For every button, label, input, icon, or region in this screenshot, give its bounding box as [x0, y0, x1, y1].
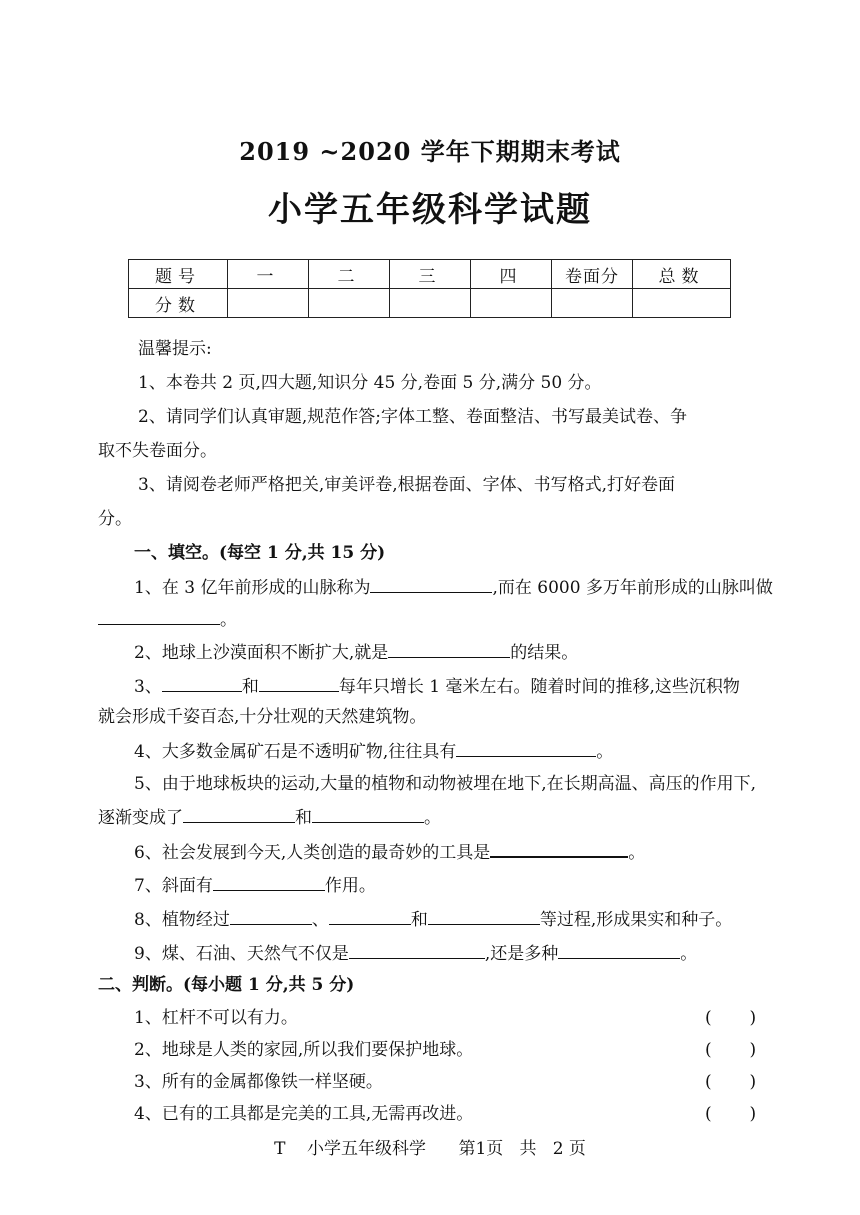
q3-text-b: 和: [241, 677, 259, 697]
q4-text-a: 4、大多数金属矿石是不透明矿物,往往具有: [134, 742, 457, 762]
score-cell-total: 总数: [633, 260, 731, 289]
score-input-q2[interactable]: [309, 289, 390, 318]
q3-text-c: 每年只增长 1 毫米左右。随着时间的推移,这些沉积物: [338, 677, 740, 697]
judge-answer-1[interactable]: ( ): [705, 1008, 757, 1028]
q1-blank-1[interactable]: [370, 574, 492, 593]
score-input-total[interactable]: [633, 289, 731, 318]
q3-text-a: 3、: [134, 677, 162, 697]
fill-question-1: [134, 574, 773, 600]
q8-text-b: 、: [311, 910, 329, 930]
q1-text-b: ,而在 6000 多万年前形成的山脉叫做: [492, 578, 773, 598]
score-row-label: 分数: [129, 289, 228, 318]
q5-text-d: 。: [424, 808, 441, 828]
fill-question-3-cont: 就会形成千姿百态,十分壮观的天然建筑物。: [98, 707, 427, 727]
q2-text-a: 2、地球上沙漠面积不断扩大,就是: [134, 643, 389, 663]
q2-text-b: 的结果。: [510, 643, 579, 663]
tip-1: 1、本卷共 2 页,四大题,知识分 45 分,卷面 5 分,满分 50 分。: [138, 373, 602, 393]
q6-text-a: 6、社会发展到今天,人类创造的最奇妙的工具是: [134, 843, 491, 863]
exam-title-line1: 2019 ~2020 学年下期期末考试: [239, 137, 621, 166]
exam-title-line2: 小学五年级科学试题: [268, 190, 592, 230]
score-table-header-row: [129, 260, 731, 289]
q7-blank-1[interactable]: [213, 872, 325, 891]
q9-text-c: 。: [680, 944, 698, 964]
q9-text-a: 9、煤、石油、天然气不仅是: [134, 944, 349, 964]
fill-question-2: [134, 639, 578, 665]
q8-blank-2[interactable]: [329, 906, 411, 925]
score-cell-label: 题号: [129, 260, 228, 289]
q8-text-d: 等过程,形成果实和种子。: [539, 910, 733, 930]
score-input-q1[interactable]: [228, 289, 309, 318]
fill-question-4: [134, 738, 613, 764]
fill-question-3: [134, 673, 740, 699]
tip-3-line2: 分。: [98, 509, 132, 529]
page-footer: T 小学五年级科学 第1页 共 2 页: [274, 1139, 586, 1159]
fill-question-1-cont: [98, 606, 237, 632]
fill-question-8: [134, 906, 732, 932]
score-table: [128, 259, 731, 318]
fill-question-5: 5、由于地球板块的运动,大量的植物和动物被埋在地下,在长期高温、高压的作用下,: [134, 774, 757, 794]
q7-text-b: 作用。: [324, 876, 376, 896]
q3-blank-2[interactable]: [259, 673, 339, 692]
q7-text-a: 7、斜面有: [134, 876, 213, 896]
tip-3-line1: 3、请阅卷老师严格把关,审美评卷,根据卷面、字体、书写格式,打好卷面: [138, 475, 676, 495]
judge-answer-2[interactable]: ( ): [705, 1040, 757, 1060]
fill-question-7: [134, 872, 376, 898]
fill-question-6: [134, 838, 645, 865]
q8-text-c: 和: [410, 910, 428, 930]
tips-label: 温馨提示:: [138, 339, 212, 359]
judge-answer-4[interactable]: ( ): [705, 1104, 757, 1124]
judge-answer-3[interactable]: ( ): [705, 1072, 757, 1092]
score-input-q4[interactable]: [471, 289, 552, 318]
judge-item-1: 1、杠杆不可以有力。: [134, 1008, 298, 1028]
q8-blank-1[interactable]: [230, 906, 312, 925]
q5-text-b: 逐渐变成了: [98, 808, 183, 828]
section2-heading: 二、判断。(每小题 1 分,共 5 分): [98, 975, 355, 995]
q8-text-a: 8、植物经过: [134, 910, 230, 930]
q9-text-b: ,还是多种: [484, 944, 559, 964]
tip-2-line2: 取不失卷面分。: [98, 441, 217, 461]
fill-question-5-cont: [98, 804, 441, 830]
score-input-neatness[interactable]: [552, 289, 633, 318]
q3-blank-1[interactable]: [162, 673, 242, 692]
score-cell-q4: 四: [471, 260, 552, 289]
q5-blank-2[interactable]: [312, 804, 424, 823]
score-cell-q2: 二: [309, 260, 390, 289]
judge-item-4: 4、已有的工具都是完美的工具,无需再改进。: [134, 1104, 474, 1124]
score-input-q3[interactable]: [390, 289, 471, 318]
q5-text-c: 和: [295, 808, 312, 828]
judge-item-2: 2、地球是人类的家园,所以我们要保护地球。: [134, 1040, 474, 1060]
score-cell-q3: 三: [390, 260, 471, 289]
q4-blank-1[interactable]: [456, 738, 596, 757]
q1-text-a: 1、在 3 亿年前形成的山脉称为: [134, 578, 371, 598]
score-cell-q1: 一: [228, 260, 309, 289]
q9-blank-1[interactable]: [349, 940, 485, 959]
tip-2-line1: 2、请同学们认真审题,规范作答;字体工整、卷面整洁、书写最美试卷、争: [138, 407, 687, 427]
section1-heading: 一、填空。(每空 1 分,共 15 分): [134, 543, 386, 563]
score-cell-neatness: 卷面分: [552, 260, 633, 289]
q4-text-b: 。: [596, 742, 614, 762]
judge-item-3: 3、所有的金属都像铁一样坚硬。: [134, 1072, 383, 1092]
q6-blank-1[interactable]: [490, 838, 628, 858]
fill-question-9: [134, 940, 697, 966]
q2-blank-1[interactable]: [388, 639, 510, 658]
q5-blank-1[interactable]: [183, 804, 295, 823]
q8-blank-3[interactable]: [428, 906, 540, 925]
q1-blank-2[interactable]: [98, 606, 220, 625]
q9-blank-2[interactable]: [558, 940, 680, 959]
q6-text-b: 。: [628, 843, 646, 863]
score-table-score-row: [129, 289, 731, 318]
q1-text-c: 。: [220, 610, 237, 630]
